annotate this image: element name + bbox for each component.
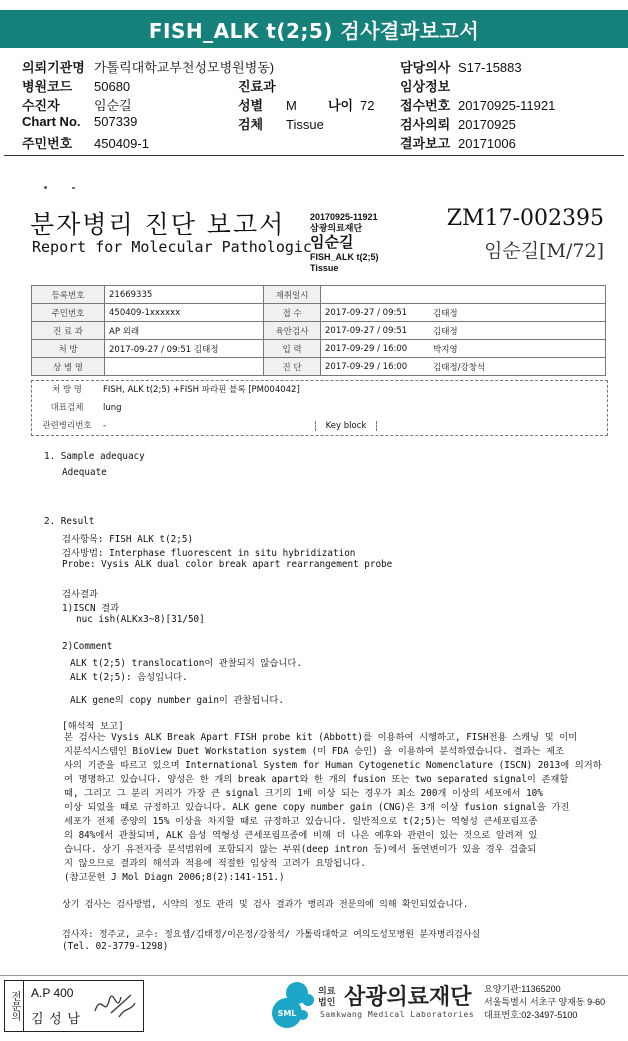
rx-value: FISH, ALK t(2;5) +FISH 파라핀 블록 [PM004042] xyxy=(103,385,300,395)
result-probe: Probe: Vysis ALK dual color break apart rearrangement probe xyxy=(62,559,393,570)
table-cell: 김태정 xyxy=(429,322,606,340)
hdr-label: 결과보고 xyxy=(400,136,451,151)
table-cell: 21669335 xyxy=(105,286,264,304)
table-cell: 2017-09-27 / 09:51 김태정 xyxy=(105,340,264,358)
related-row xyxy=(31,419,377,431)
rel-label: 관련병리번호 xyxy=(42,421,92,431)
confirmation-note: 상기 검사는 검사방법, 시약의 정도 관리 및 검사 결과가 병리과 전문의에 의해 확인되었습니다. xyxy=(62,900,469,910)
result-header: 검사결과 xyxy=(62,589,98,600)
table-cell: 진 료 과 xyxy=(32,322,105,340)
table-row xyxy=(32,340,606,358)
label-line: 삼광의료재단 xyxy=(310,223,363,233)
scan-speck xyxy=(44,186,47,189)
scan-speck xyxy=(72,187,75,189)
table-cell: 등록번호 xyxy=(32,286,105,304)
hdr-label: Chart No. xyxy=(22,114,81,129)
table-row xyxy=(32,286,606,304)
interp-line: 지 않으므로 결과의 해석과 적용에 적절한 임상적 고려가 요망됩니다. xyxy=(64,858,366,869)
pathologist-signature-box xyxy=(4,980,144,1032)
table-cell xyxy=(321,286,606,304)
interpretation-text xyxy=(64,731,602,885)
hdr-value: 450409-1 xyxy=(94,136,149,151)
table-cell: 김태정/강창석 xyxy=(429,358,606,376)
interp-line: 사의 기준을 따르고 있으며 International System for Human Cytogenetic Nomenclature (ISCN) 2013에 의거하 xyxy=(64,760,602,771)
table-cell: 상 병 명 xyxy=(32,358,105,376)
hdr-value: 20170925 xyxy=(458,117,516,132)
table-cell: 재취일시 xyxy=(264,286,321,304)
hdr-value: 507339 xyxy=(94,114,138,129)
logo-dot-icon xyxy=(302,994,314,1006)
table-cell xyxy=(105,358,264,376)
rx-label: 처 방 명 xyxy=(51,385,83,395)
label-line: FISH_ALK t(2;5) xyxy=(310,252,379,262)
interp-line: 본 검사는 Vysis ALK Break Apart FISH probe kit (Abbott)를 이용하여 시행하고, FISH전용 스캐닝 및 이미 xyxy=(64,732,578,743)
hdr-label: 검사의뢰 xyxy=(400,117,451,132)
label-name: 임순길 xyxy=(310,234,354,251)
table-row xyxy=(32,358,606,376)
hdr-label: 접수번호 xyxy=(400,98,451,113)
hdr-value: 20170925-11921 xyxy=(458,98,556,113)
hdr-value: Tissue xyxy=(286,117,324,132)
interp-line: 의 84%에서 관찰되며, ALK 음성 역형성 큰세포림프종에 비해 더 나은 예후와 관련이 있는 것으로 알려져 있 xyxy=(64,830,538,841)
specimen-label xyxy=(310,212,379,274)
table-cell: AP 외래 xyxy=(105,322,264,340)
table-cell: 2017-09-27 / 09:51 xyxy=(321,322,430,340)
hdr-label: 수진자 xyxy=(22,98,60,113)
hdr-label: 병원코드 xyxy=(22,79,73,94)
report-number: ZM17-002395 xyxy=(446,206,604,231)
rx-row xyxy=(31,383,300,395)
hdr-label: 임상정보 xyxy=(400,79,451,94)
hdr-value: 임순길 xyxy=(94,98,132,113)
section-title: 2. Result xyxy=(44,516,95,527)
handwritten-signature-icon xyxy=(91,987,137,1025)
hdr-label: 의뢰기관명 xyxy=(22,60,85,75)
hdr-label: 성별 xyxy=(238,98,264,113)
specimen-row xyxy=(31,401,122,413)
table-cell: 450409-1xxxxxx xyxy=(105,304,264,322)
hdr-value: S17-15883 xyxy=(458,60,522,75)
table-cell: 2017-09-29 / 16:00 xyxy=(321,358,430,376)
hdr-value: M xyxy=(286,98,297,113)
table-cell: 진 단 xyxy=(264,358,321,376)
address: 서울특별시 서초구 양재동 9-60 xyxy=(484,997,606,1007)
report-title: FISH_ALK t(2;5) 검사결과보고서 xyxy=(0,10,628,48)
table-row xyxy=(32,304,606,322)
table-row xyxy=(32,322,606,340)
hdr-label: 주민번호 xyxy=(22,136,73,151)
report-title-en: Report for Molecular Pathologic xyxy=(32,238,312,256)
comment-line: ALK gene의 copy number gain이 관찰됩니다. xyxy=(70,695,284,706)
comment-line: ALK t(2;5) translocation이 관찰되지 않습니다. xyxy=(70,658,302,669)
header-divider xyxy=(4,155,624,156)
interp-line: 습니다. 상기 유전자중 분석범위에 포함되지 않는 부위(deep intron 등)에서 돌연변이가 있을 경우 검출되 xyxy=(64,844,537,855)
registration-table xyxy=(31,285,606,376)
age-value: 72 xyxy=(360,98,375,113)
label-line: Tissue xyxy=(310,263,339,273)
interp-line: 세포가 전체 종양의 15% 이상을 차지할 때로 규정하고 있습니다. 일반적으로 t(2;5)는 역형성 큰세포림프종 xyxy=(64,816,538,827)
interp-line: 지분석시스템인 BioView Duet Workstation system (미 FDA 승인) 을 이용하여 분석하였습니다. 결과는 제조 xyxy=(64,746,564,757)
interp-line: 여 명명하고 있습니다. 양성은 한 개의 break apart와 한 개의 fusion 또는 two separated signal이 존재할 xyxy=(64,774,569,785)
hdr-value: 20171006 xyxy=(458,136,516,151)
table-cell: 접 수 xyxy=(264,304,321,322)
report-title-ko: 분자병리 진단 보고서 xyxy=(30,210,286,239)
rel-value: - xyxy=(103,421,107,431)
iscn-value: nuc ish(ALKx3~8)[31/50] xyxy=(76,614,205,625)
org-name-en: Samkwang Medical Laboratories xyxy=(320,1010,475,1019)
key-label: Key block xyxy=(315,421,377,431)
table-cell: 2017-09-29 / 16:00 xyxy=(321,340,430,358)
tel-line: (Tel. 02-3779-1298) xyxy=(62,941,169,952)
age-label: 나이 xyxy=(328,98,354,113)
hdr-label: 담당의사 xyxy=(400,60,451,75)
hdr-value: 가톨릭대학교부천성모병원병동) xyxy=(94,60,275,75)
result-item: 검사항목: FISH ALK t(2;5) xyxy=(62,534,194,545)
doctor-name: 김 성 남 xyxy=(31,1011,81,1026)
interp-line: 이상 되었을 때로 규정하고 있습니다. ALK gene copy number gain (CNG)은 3개 이상 fusion signal을 가진 xyxy=(64,802,570,813)
table-cell: 처 방 xyxy=(32,340,105,358)
table-cell: 김태정 xyxy=(429,304,606,322)
table-cell: 육안검사 xyxy=(264,322,321,340)
specialist-label: 전문의 xyxy=(5,981,24,1031)
staff-line: 검사자: 정주교, 교수: 정요셉/김태정/이은정/강창석/ 가톨릭대학교 여의도성모병원 분자병리검사실 xyxy=(62,930,481,940)
iscn-header: 1)ISCN 결과 xyxy=(62,603,120,614)
interp-line: 때, 그리고 그 분리 거리가 가장 큰 signal 크기의 1배 이상 되는 경우가 최소 200개 이상의 세포에서 10% xyxy=(64,788,543,799)
result-method: 검사방법: Interphase fluorescent in situ hybridization xyxy=(62,548,356,559)
ap-number: A.P 400 xyxy=(31,986,74,1000)
interpretation-header: [해석적 보고] xyxy=(62,721,124,732)
hdr-value: 50680 xyxy=(94,79,131,94)
spec-value: lung xyxy=(103,403,122,413)
org-contact xyxy=(484,983,605,1022)
adequacy-value: Adequate xyxy=(62,467,107,478)
org-name: 삼광의료재단 xyxy=(344,985,472,1010)
table-cell: 박지영 xyxy=(429,340,606,358)
interp-line: (참고문헌 J Mol Diagn 2006;8(2):141-151.) xyxy=(64,872,285,883)
comment-header: 2)Comment xyxy=(62,641,113,652)
footer-divider xyxy=(0,975,628,976)
section-title: 1. Sample adequacy xyxy=(44,451,145,462)
label-line: 20170925-11921 xyxy=(310,212,378,222)
table-cell: 주민번호 xyxy=(32,304,105,322)
spec-label: 대표검체 xyxy=(50,403,84,413)
comment-line: ALK t(2;5): 음성입니다. xyxy=(70,672,188,683)
hdr-label: 검체 xyxy=(238,117,264,132)
hdr-label: 진료과 xyxy=(238,79,276,94)
facility-code: 요양기관:11365200 xyxy=(484,984,561,994)
patient-tag: 임순길[M/72] xyxy=(484,240,604,262)
table-cell: 입 력 xyxy=(264,340,321,358)
table-cell: 2017-09-27 / 09:51 xyxy=(321,304,430,322)
sml-badge: SML xyxy=(272,998,302,1028)
org-prefix: 의료법인 xyxy=(318,986,336,1007)
main-phone: 대표번호:02-3497-5100 xyxy=(484,1010,578,1020)
